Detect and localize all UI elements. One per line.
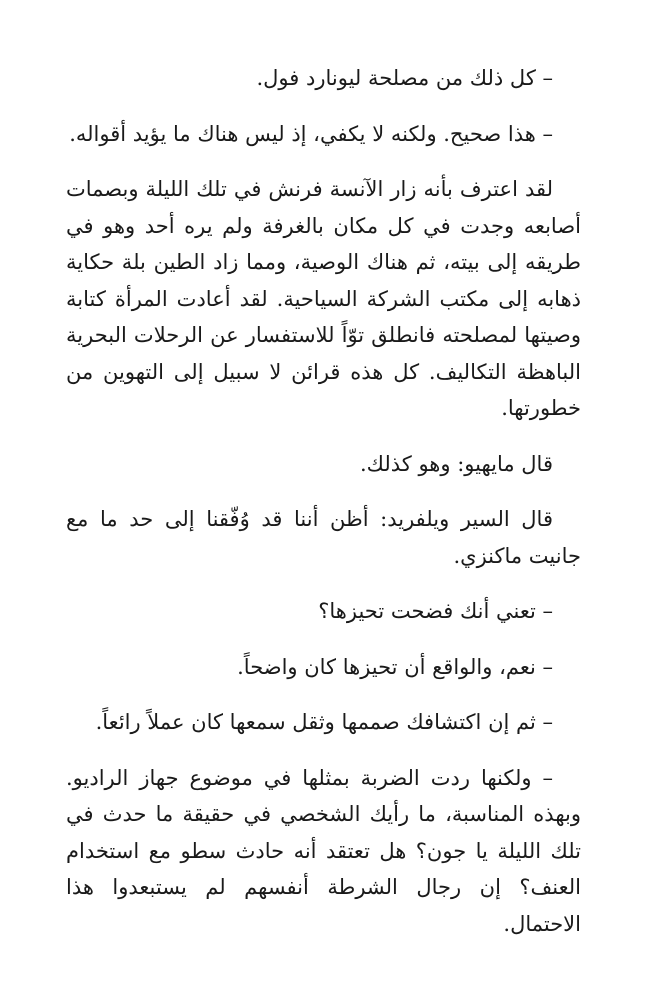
dialogue-line: – هذا صحيح. ولكنه لا يكفي، إذ ليس هناك ما يؤيد أقواله. [69,121,553,146]
body-paragraph: قال السير ويلفريد: أظن أننا قد وُفّقنا إلى حد ما مع جانيت ماكنزي. [66,507,581,568]
dialogue-line: – تعني أنك فضحت تحيزها؟ [318,599,553,623]
dialogue-line: – ولكنها ردت الضربة بمثلها في موضوع جهاز الراديو. وبهذه المناسبة، ما رأيك الشخصي في حقيقة ما حدث في تلك الليلة يا جون؟ هل تعتقد أنه حادث سطو مع استخدام العنف؟ إن رجال الشرطة أنفسهم لم يستبعدوا هذا الاحتمال. [66,765,581,936]
body-paragraph: قال مايهيو: وهو كذلك. [359,451,553,476]
dialogue-line: – ثم إن اكتشافك صممها وثقل سمعها كان عملاً رائعاً. [95,710,553,734]
dialogue-line: – كل ذلك من مصلحة ليونارد فول. [256,66,553,90]
book-page-text [66,60,581,961]
body-paragraph: لقد اعترف بأنه زار الآنسة فرنش في تلك الليلة وبصمات أصابعه وجدت في كل مكان بالغرفة ولم يره أحد وهو في طريقه إلى بيته، ثم هناك الوصية، ومما زاد الطين بلة حكاية ذهابه إلى مكتب الشركة السياحية. لقد أعادت المرأة كتابة وصيتها لمصلحته فانطلق توّاً للاستفسار عن الرحلات البحرية الباهظة التكاليف. كل هذه قرائن لا سبيل إلى التهوين من خطورتها. [66,177,581,420]
dialogue-line: – نعم، والواقع أن تحيزها كان واضحاً. [237,654,553,679]
